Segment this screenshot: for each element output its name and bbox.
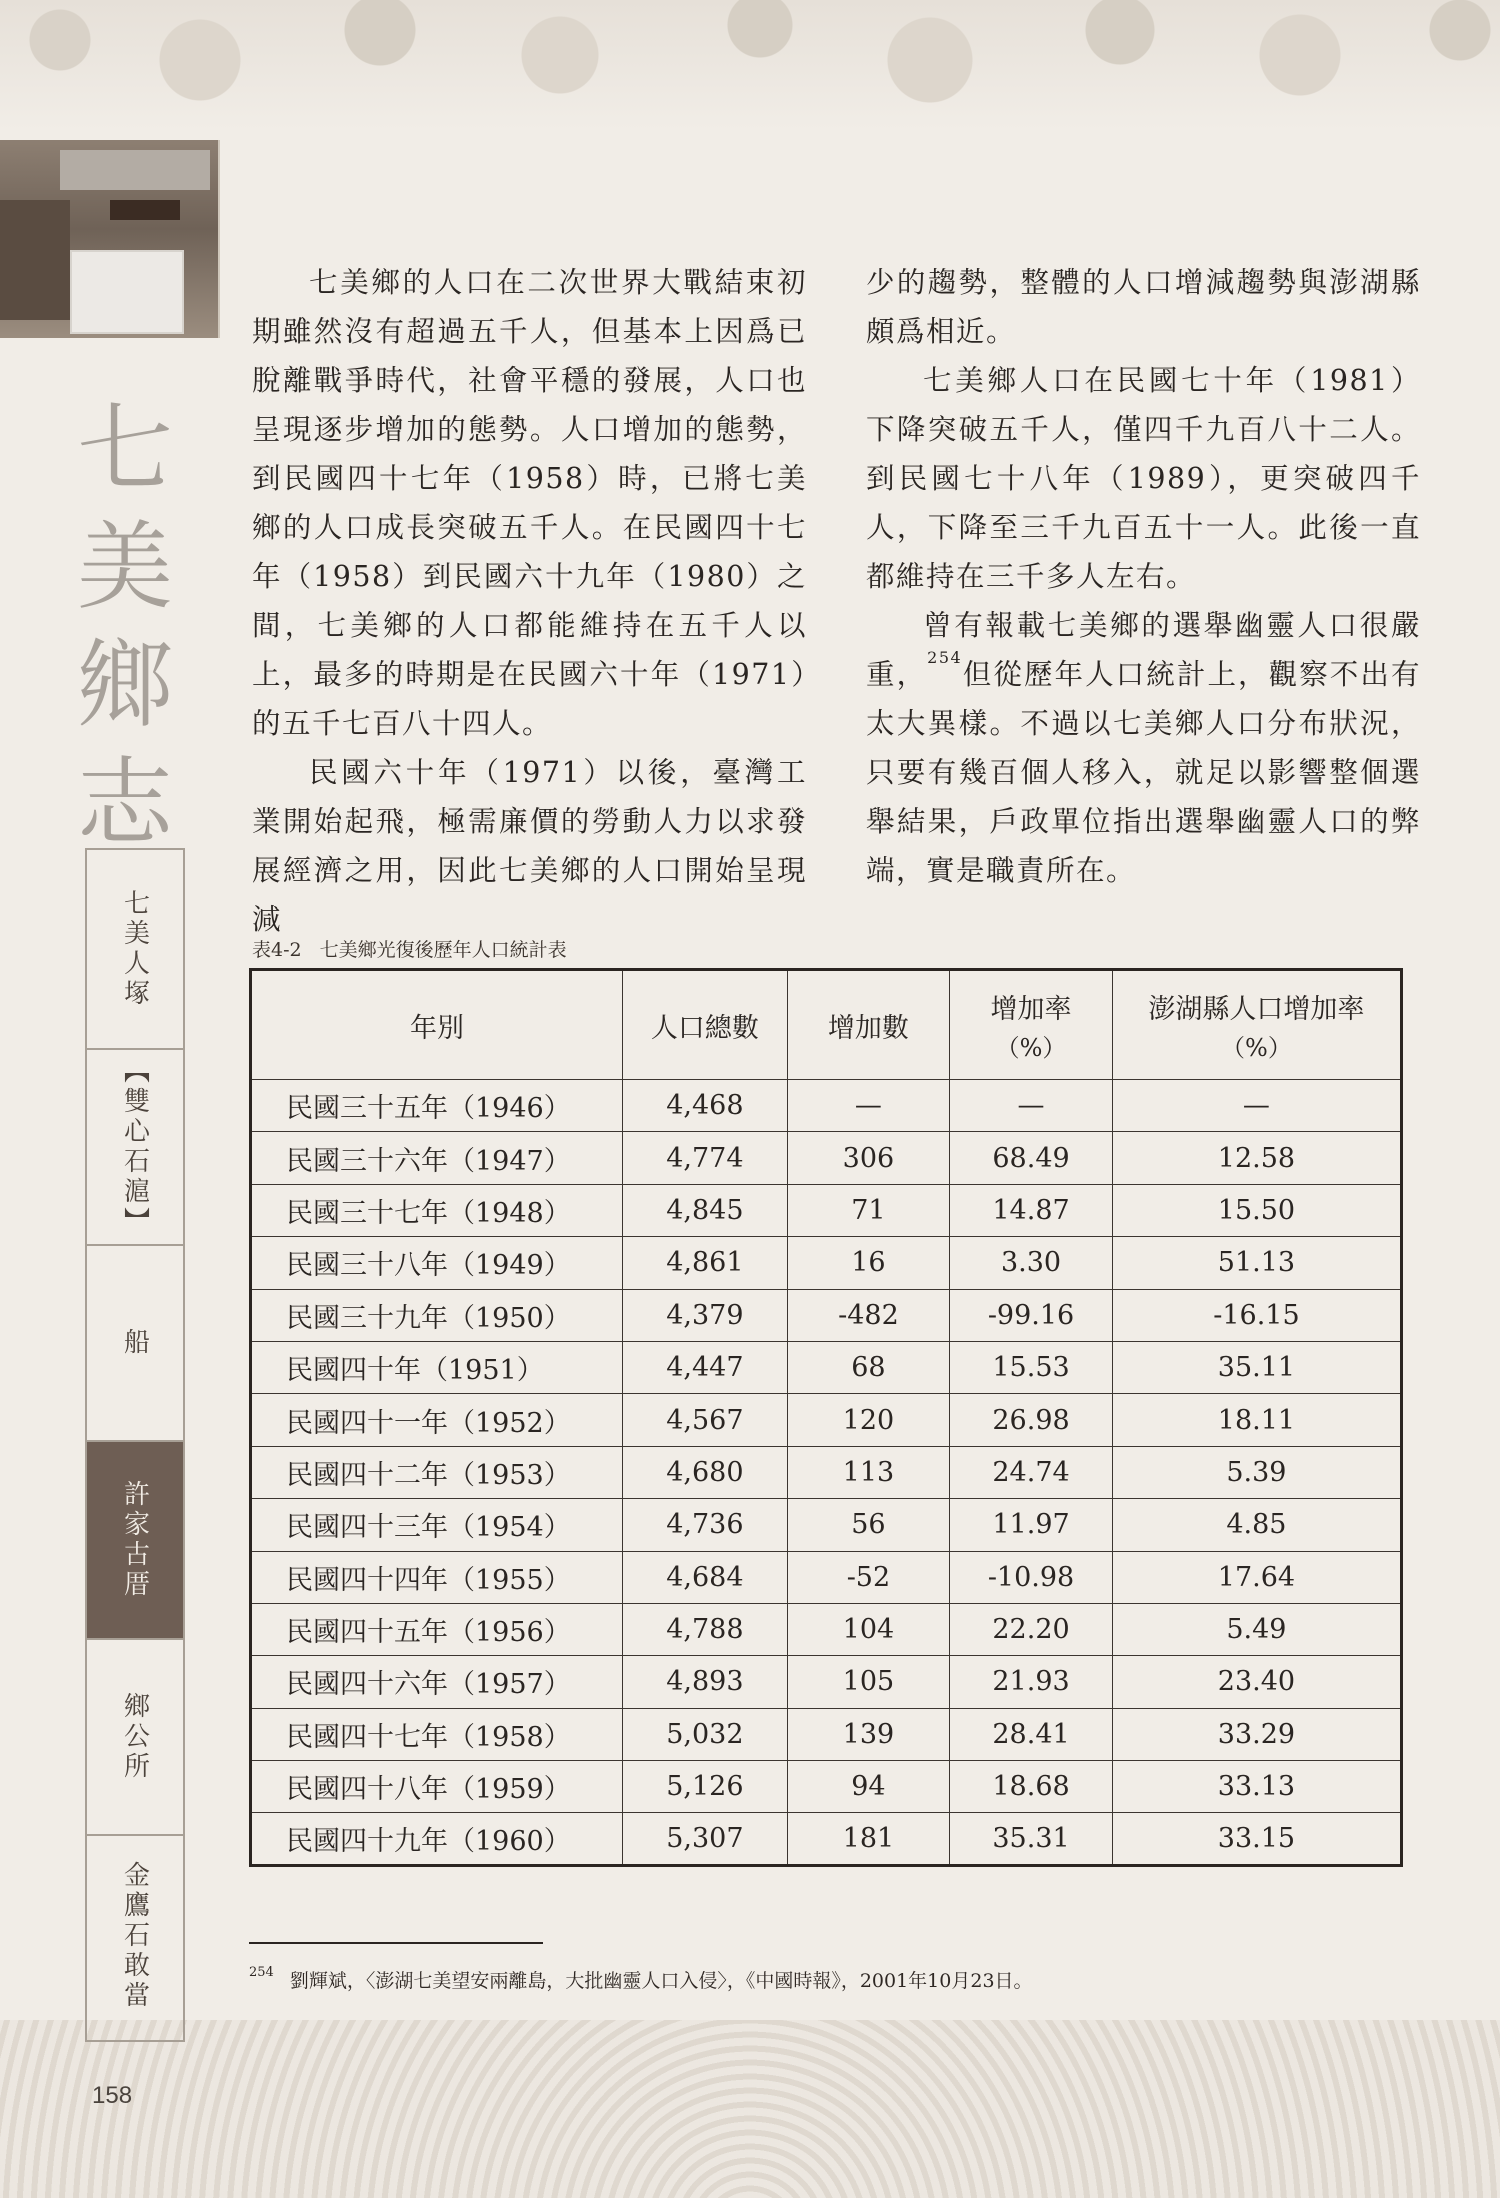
cell-year: 民國三十八年（1949） bbox=[251, 1237, 623, 1289]
cell-penghu-rate: 5.49 bbox=[1112, 1603, 1401, 1655]
book-title-vertical bbox=[40, 390, 210, 862]
cell-year: 民國四十七年（1958） bbox=[251, 1708, 623, 1760]
header-rate-unit: （%） bbox=[995, 1034, 1067, 1062]
cell-increase: 71 bbox=[787, 1184, 950, 1236]
footnote-divider bbox=[249, 1942, 543, 1944]
temple-gate-photo bbox=[0, 140, 220, 338]
cell-rate: 26.98 bbox=[950, 1394, 1113, 1446]
body-column-right bbox=[866, 258, 1421, 895]
cell-rate: -99.16 bbox=[950, 1289, 1113, 1341]
table-row bbox=[251, 1184, 1402, 1236]
paragraph: 七美鄉人口在民國七十年（1981）下降突破五千人，僅四千九百八十二人。到民國七十八年（1989），更突破四千人，下降至三千九百五十一人。此後一直都維持在三千多人左右。 bbox=[866, 364, 1421, 593]
header-increase: 增加數 bbox=[787, 970, 950, 1080]
cell-year: 民國四十年（1951） bbox=[251, 1341, 623, 1393]
cell-total: 4,567 bbox=[623, 1394, 788, 1446]
cell-rate: 22.20 bbox=[950, 1603, 1113, 1655]
cell-penghu-rate: 33.15 bbox=[1112, 1813, 1401, 1865]
cell-penghu-rate: 12.58 bbox=[1112, 1132, 1401, 1184]
cell-total: 4,468 bbox=[623, 1080, 788, 1132]
table-row bbox=[251, 1499, 1402, 1551]
population-table bbox=[249, 968, 1403, 1867]
table-row bbox=[251, 1551, 1402, 1603]
table-row bbox=[251, 1708, 1402, 1760]
table-row bbox=[251, 1080, 1402, 1132]
cell-rate: 28.41 bbox=[950, 1708, 1113, 1760]
cell-penghu-rate: 33.29 bbox=[1112, 1708, 1401, 1760]
tab-golden-eagle-stone[interactable]: 金鷹石敢當 bbox=[119, 1861, 150, 2011]
cell-year: 民國四十五年（1956） bbox=[251, 1603, 623, 1655]
footnote-number: 254 bbox=[249, 1965, 274, 1980]
tab-township-office[interactable]: 鄉公所 bbox=[87, 1640, 183, 1836]
cell-increase: 68 bbox=[787, 1341, 950, 1393]
tab-twin-hearts-weir[interactable]: 【雙心石滬】 bbox=[87, 1050, 183, 1246]
cell-penghu-rate: 23.40 bbox=[1112, 1656, 1401, 1708]
header-rate-label: 增加率 bbox=[990, 994, 1072, 1025]
cell-year: 民國四十四年（1955） bbox=[251, 1551, 623, 1603]
footnote-text: 劉輝斌，〈澎湖七美望安兩離島，大批幽靈人口入侵〉，《中國時報》，2001年10月23日。 bbox=[289, 1970, 1033, 1992]
cell-increase: 113 bbox=[787, 1446, 950, 1498]
table-number: 表4-2 bbox=[252, 939, 302, 961]
cell-increase: 181 bbox=[787, 1813, 950, 1865]
title-char: 美 bbox=[77, 511, 173, 623]
cell-year: 民國四十二年（1953） bbox=[251, 1446, 623, 1498]
table-row bbox=[251, 1656, 1402, 1708]
header-rate bbox=[950, 970, 1113, 1080]
cell-increase: 139 bbox=[787, 1708, 950, 1760]
header-penghu-label: 澎湖縣人口增加率 bbox=[1148, 994, 1365, 1025]
cell-year: 民國三十五年（1946） bbox=[251, 1080, 623, 1132]
tab-qimei-tomb[interactable]: 七美人塚 bbox=[87, 850, 183, 1050]
cell-rate: 21.93 bbox=[950, 1656, 1113, 1708]
table-row bbox=[251, 1132, 1402, 1184]
tab-boat[interactable]: 船 bbox=[87, 1246, 183, 1442]
cell-increase: -52 bbox=[787, 1551, 950, 1603]
cell-year: 民國三十九年（1950） bbox=[251, 1289, 623, 1341]
cell-year: 民國四十八年（1959） bbox=[251, 1761, 623, 1813]
cell-increase: 120 bbox=[787, 1394, 950, 1446]
cloud-pattern-header bbox=[0, 0, 1500, 130]
paragraph: 七美鄉的人口在二次世界大戰結束初期雖然沒有超過五千人，但基本上因爲已脫離戰爭時代，社會平穩的發展，人口也呈現逐步增加的態勢。人口增加的態勢，到民國四十七年（1958）時，已將七美鄉的人口成長突破五千人。在民國四十七年（1958）到民國六十九年（1980）之間，七美鄉的人口都能維持在五千人以上，最多的時期是在民國六十年（1971）的五千七百八十四人。 bbox=[252, 266, 807, 740]
cell-rate: 15.53 bbox=[950, 1341, 1113, 1393]
cell-increase: 104 bbox=[787, 1603, 950, 1655]
paragraph: 少的趨勢，整體的人口增減趨勢與澎湖縣頗爲相近。 bbox=[866, 266, 1421, 348]
table-row bbox=[251, 1394, 1402, 1446]
title-char: 鄉 bbox=[77, 629, 173, 741]
cell-penghu-rate: 5.39 bbox=[1112, 1446, 1401, 1498]
cell-increase: 16 bbox=[787, 1237, 950, 1289]
cell-year: 民國三十六年（1947） bbox=[251, 1132, 623, 1184]
cell-rate: 68.49 bbox=[950, 1132, 1113, 1184]
wave-pattern-footer bbox=[0, 2020, 1500, 2198]
cell-penghu-rate: 17.64 bbox=[1112, 1551, 1401, 1603]
cell-penghu-rate: -16.15 bbox=[1112, 1289, 1401, 1341]
header-penghu-rate bbox=[1112, 970, 1401, 1080]
page-number: 158 bbox=[92, 2082, 133, 2109]
paragraph bbox=[866, 601, 1421, 895]
cell-increase: — bbox=[787, 1080, 950, 1132]
cell-total: 4,447 bbox=[623, 1341, 788, 1393]
cell-rate: 18.68 bbox=[950, 1761, 1113, 1813]
table-title: 七美鄉光復後歷年人口統計表 bbox=[319, 939, 567, 961]
cell-penghu-rate: 35.11 bbox=[1112, 1341, 1401, 1393]
cell-year: 民國四十六年（1957） bbox=[251, 1656, 623, 1708]
cell-year: 民國三十七年（1948） bbox=[251, 1184, 623, 1236]
cell-total: 4,893 bbox=[623, 1656, 788, 1708]
cell-rate: 11.97 bbox=[950, 1499, 1113, 1551]
cell-penghu-rate: 18.11 bbox=[1112, 1394, 1401, 1446]
title-char: 七 bbox=[77, 393, 173, 505]
header-total: 人口總數 bbox=[623, 970, 788, 1080]
cell-penghu-rate: 51.13 bbox=[1112, 1237, 1401, 1289]
table-header-row bbox=[251, 970, 1402, 1080]
cell-total: 5,307 bbox=[623, 1813, 788, 1865]
header-penghu-unit: （%） bbox=[1221, 1034, 1292, 1062]
text-segment: 但從歷年人口統計上，觀察不出有太大異樣。不過以七美鄉人口分布狀況，只要有幾百個人移入，就足以影響整個選舉結果，戶政單位指出選舉幽靈人口的弊端，實是職責所在。 bbox=[866, 658, 1421, 887]
table-row bbox=[251, 1446, 1402, 1498]
cell-rate: 35.31 bbox=[950, 1813, 1113, 1865]
tab-xu-family-house[interactable]: 許家古厝 bbox=[87, 1442, 183, 1640]
footnote bbox=[249, 1966, 1033, 1993]
cell-increase: 94 bbox=[787, 1761, 950, 1813]
cell-total: 4,788 bbox=[623, 1603, 788, 1655]
title-char: 志 bbox=[77, 747, 173, 859]
cell-rate: 14.87 bbox=[950, 1184, 1113, 1236]
footnote-ref[interactable]: 254 bbox=[927, 648, 963, 667]
cell-penghu-rate: 33.13 bbox=[1112, 1761, 1401, 1813]
cell-rate: — bbox=[950, 1080, 1113, 1132]
cell-increase: 56 bbox=[787, 1499, 950, 1551]
chapter-tabs bbox=[85, 848, 185, 2042]
cell-year: 民國四十三年（1954） bbox=[251, 1499, 623, 1551]
table-row bbox=[251, 1237, 1402, 1289]
text-segment: 曾有報載七美鄉的選舉幽靈人口很嚴重， bbox=[866, 609, 1421, 691]
cell-penghu-rate: 15.50 bbox=[1112, 1184, 1401, 1236]
table-caption bbox=[252, 935, 567, 962]
table-row bbox=[251, 1813, 1402, 1865]
cell-rate: -10.98 bbox=[950, 1551, 1113, 1603]
cell-total: 4,680 bbox=[623, 1446, 788, 1498]
cell-penghu-rate: — bbox=[1112, 1080, 1401, 1132]
cell-year: 民國四十九年（1960） bbox=[251, 1813, 623, 1865]
cell-rate: 3.30 bbox=[950, 1237, 1113, 1289]
cell-total: 4,379 bbox=[623, 1289, 788, 1341]
table-row bbox=[251, 1603, 1402, 1655]
paragraph: 民國六十年（1971）以後，臺灣工業開始起飛，極需廉價的勞動人力以求發展經濟之用，因此七美鄉的人口開始呈現減 bbox=[252, 756, 807, 936]
cell-total: 5,032 bbox=[623, 1708, 788, 1760]
table-row bbox=[251, 1341, 1402, 1393]
header-year: 年別 bbox=[251, 970, 623, 1080]
table-row bbox=[251, 1761, 1402, 1813]
cell-total: 4,684 bbox=[623, 1551, 788, 1603]
cell-total: 4,736 bbox=[623, 1499, 788, 1551]
cell-increase: 306 bbox=[787, 1132, 950, 1184]
cell-rate: 24.74 bbox=[950, 1446, 1113, 1498]
body-column-left bbox=[252, 258, 807, 944]
cell-total: 4,774 bbox=[623, 1132, 788, 1184]
table-row bbox=[251, 1289, 1402, 1341]
cell-year: 民國四十一年（1952） bbox=[251, 1394, 623, 1446]
cell-penghu-rate: 4.85 bbox=[1112, 1499, 1401, 1551]
cell-total: 5,126 bbox=[623, 1761, 788, 1813]
cell-increase: 105 bbox=[787, 1656, 950, 1708]
cell-increase: -482 bbox=[787, 1289, 950, 1341]
cell-total: 4,845 bbox=[623, 1184, 788, 1236]
cell-total: 4,861 bbox=[623, 1237, 788, 1289]
